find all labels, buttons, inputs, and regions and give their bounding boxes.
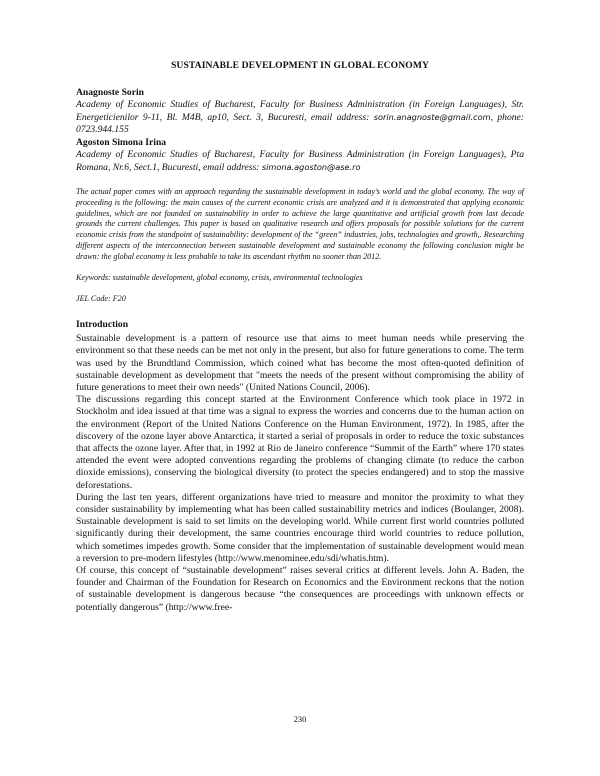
keywords: Keywords: sustainable development, global economy, crisis, environmental technologies — [76, 272, 363, 282]
author-email: simona.agoston@ase.ro — [261, 161, 361, 172]
author-name: Agoston Simona Irina — [76, 136, 167, 148]
paper-page — [76, 60, 524, 614]
author-affiliation: Academy of Economic Studies of Bucharest, Faculty for Business Administration (in Foreign Languages), Str. Energeticienilor 9-11, Bl. M4B, ap10, Sect. 3, Bucuresti, email address: sorin.anagnoste@gmail.com, phone: 0723.944.155 — [76, 99, 524, 136]
section-body — [76, 333, 524, 614]
author-affiliation: Academy of Economic Studies of Bucharest, Faculty for Business Administration (in Foreign Languages), Pta Romana, Nr.6, Sect.1, Bucuresti, email address: simona.agoston@ase.ro — [76, 148, 524, 173]
section-heading: Introduction — [76, 319, 129, 331]
abstract: The actual paper comes with an approach regarding the sustainable development in today’s world and the global economy. The way of proceeding is the following: the main causes of the current economic crisis are analyzed and it is demonstrated that applying economic guidelines, which are not founded on sustainability in order to achieve the large quantitative and artificial growth from last decade grounds the current challenges. This paper is based on qualitative research and offers proposals for possible solutions for the current economic crisis from the standpoint of sustainability: development of the “green” industries, jobs, technologies and growth,. Researching different aspects of the interconnection between sustainable development and sustainable economy the following conclusion might be drawn: the global economy is less probable to take its ascendant rhythm no sooner than 2012. — [76, 187, 524, 261]
paragraph: Of course, this concept of “sustainable development” raises several critics at different levels. John A. Baden, the founder and Chairman of the Foundation for Research on Economics and the Environment reckons that the notion of sustainable development is dangerous because “the consequences are proceedings with unknown effects or potentially dangerous” (http://www.free- — [76, 565, 524, 613]
author-name: Anagnoste Sorin — [76, 87, 144, 98]
page-number: 230 — [293, 715, 307, 724]
paragraph: Sustainable development is a pattern of resource use that aims to meet human needs while preserving the environment so that these needs can be met not only in the present, but also for future generations to come. The term was used by the Brundtland Commission, which coined what has become the most often-quoted definition of sustainable development as development that "meets the needs of the present without compromising the ability of future generations to meet their own needs" (United Nations Council, 2006). — [76, 333, 524, 393]
paragraph: During the last ten years, different organizations have tried to measure and monitor the proximity to what they consider sustainability by implementing what has been called sustainability metrics and indices (Boulanger, 2008). Sustainable development is said to set limits on the developing world. While current first world countries polluted significantly during their development, the same countries encourage third world countries to reduce pollution, which sometimes impedes growth. Some consider that the implementation of sustainable development would mean a reversion to pre-modern lifestyles (http://www.menominee.edu/sdi/whatis.htm). — [76, 491, 524, 564]
author-email: sorin.anagnoste@gmail.com — [373, 112, 491, 123]
jel-code: JEL Code: F20 — [76, 294, 126, 304]
paragraph: The discussions regarding this concept started at the Environment Conference which took place in 1972 in Stockholm and idea issued at that time was a signal to express the worries and concerns due to the human action on the environment (Report of the United Nations Conference on the Human Environment, 1972). In 1985, after the discovery of the ozone layer above Antarctica, it started a serial of proposals in order to reduce the toxic substances that affects the ozone layer. After that, in 1992 at Rio de Janeiro conference “Summit of the Earth” where 170 states attended the event were adopted conventions regarding the problems of changing climate (to reduce the carbon dioxide emissions), conserving the biological diversity (to protect the species endangered) and to stop the massive deforestations. — [76, 394, 524, 491]
paper-title: SUSTAINABLE DEVELOPMENT IN GLOBAL ECONOMY — [170, 60, 430, 71]
